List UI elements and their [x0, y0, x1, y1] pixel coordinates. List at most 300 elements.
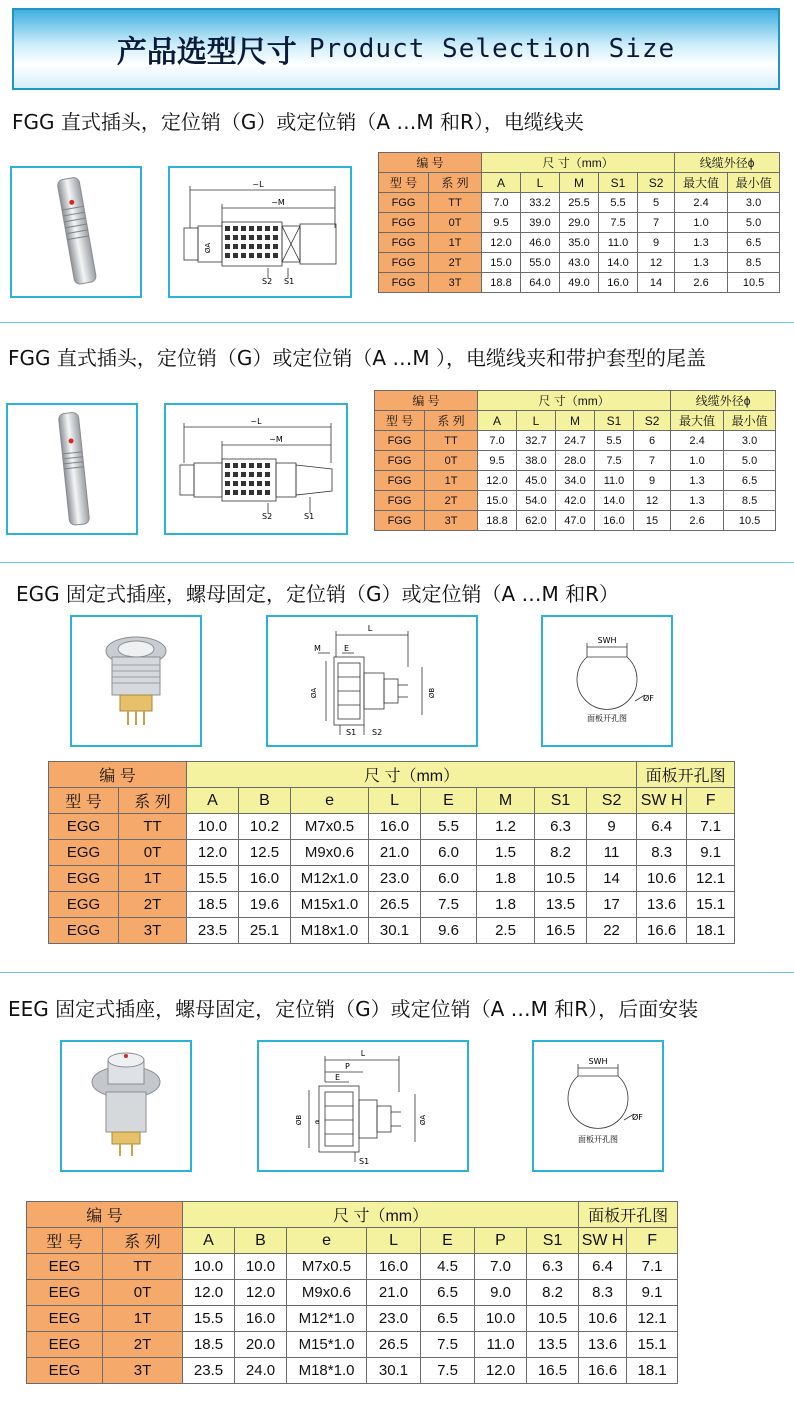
column-header: P: [475, 1228, 527, 1254]
dim-label-S2: S2: [372, 728, 383, 737]
table-cell: 10.5: [728, 273, 780, 293]
dim-label-S1: S1: [346, 728, 357, 737]
table-cell: 12.0: [183, 1280, 235, 1306]
table-cell: 18.8: [482, 273, 521, 293]
technical-drawing-egg: [266, 615, 478, 747]
table-row: [375, 431, 776, 451]
table-cell: 23.0: [367, 1306, 421, 1332]
table-cell: 7.0: [475, 1254, 527, 1280]
cutout-drawing-icon: [543, 617, 671, 745]
section-divider: [0, 972, 794, 973]
table-cell: FGG: [379, 273, 429, 293]
table-row: [379, 273, 780, 293]
table-cell: 10.0: [235, 1254, 287, 1280]
column-header-row: [375, 411, 776, 431]
table-cell: 12.0: [482, 233, 521, 253]
table-cell: 42.0: [556, 491, 595, 511]
table-cell: FGG: [379, 213, 429, 233]
dim-label-A: ØA: [419, 1114, 427, 1126]
table-cell: 1.3: [671, 471, 724, 491]
table-cell: 25.5: [560, 193, 599, 213]
table-row: [379, 253, 780, 273]
column-header: A: [187, 788, 239, 814]
table-cell: 6: [634, 431, 671, 451]
table-cell: 6.5: [728, 233, 780, 253]
column-header: 型 号: [375, 411, 425, 431]
table-cell: 19.6: [239, 892, 291, 918]
table-cell: 5.5: [599, 193, 638, 213]
table-row: [27, 1332, 678, 1358]
table-cell: 17: [587, 892, 637, 918]
table-row: [375, 471, 776, 491]
table-cell: EEG: [27, 1306, 103, 1332]
table-cell: 15.1: [687, 892, 735, 918]
table-cell: M15*1.0: [287, 1332, 367, 1358]
table-cell: 14.0: [595, 491, 634, 511]
table-cell: 4.5: [421, 1254, 475, 1280]
column-header: S1: [599, 173, 638, 193]
dim-label-M: ~M: [269, 435, 283, 444]
table-cell: 8.3: [579, 1280, 627, 1306]
table-row: [27, 1358, 678, 1384]
table-cell: 1T: [119, 866, 187, 892]
group-header-cable-diameter: 线缆外径ϕ: [671, 391, 776, 411]
table-cell: 23.5: [183, 1358, 235, 1384]
table-cell: 16.0: [369, 814, 421, 840]
column-header: B: [235, 1228, 287, 1254]
table-cell: 18.1: [627, 1358, 678, 1384]
table-cell: EEG: [27, 1254, 103, 1280]
product-photo-fgg-clamp: [10, 166, 142, 298]
table-cell: 10.2: [239, 814, 291, 840]
dim-label-B: ØB: [295, 1114, 303, 1126]
table-cell: 14: [587, 866, 637, 892]
table-cell: 9.0: [475, 1280, 527, 1306]
table-cell: 9: [634, 471, 671, 491]
table-cell: 10.6: [579, 1306, 627, 1332]
table-cell: 2.4: [675, 193, 728, 213]
group-header-code: 编 号: [27, 1202, 183, 1228]
spec-table-egg: [48, 761, 735, 944]
table-cell: EGG: [49, 866, 119, 892]
table-cell: M9x0.6: [291, 840, 369, 866]
panel-cutout-eeg: [532, 1040, 664, 1172]
table-cell: 15.0: [478, 491, 517, 511]
table-cell: 1.8: [477, 866, 535, 892]
table-cell: 16.0: [367, 1254, 421, 1280]
table-cell: 64.0: [521, 273, 560, 293]
table-cell: 10.6: [637, 866, 687, 892]
table-cell: 12.1: [687, 866, 735, 892]
table-cell: 3T: [429, 273, 482, 293]
column-header: L: [517, 411, 556, 431]
column-header: 系 列: [429, 173, 482, 193]
table-cell: 1T: [425, 471, 478, 491]
table-cell: 9: [587, 814, 637, 840]
table-cell: 6.5: [724, 471, 776, 491]
table-cell: 43.0: [560, 253, 599, 273]
table-cell: 9: [638, 233, 675, 253]
dim-label-L: L: [360, 1049, 366, 1058]
socket-photo-icon: [62, 1042, 190, 1170]
cutout-caption: 面板开孔图: [578, 1135, 618, 1144]
table-cell: 16.0: [595, 511, 634, 531]
table-cell: 11: [587, 840, 637, 866]
table-cell: FGG: [375, 471, 425, 491]
table-cell: 16.5: [535, 918, 587, 944]
table-cell: 16.0: [235, 1306, 287, 1332]
table-row: [49, 814, 735, 840]
table-cell: M7x0.5: [287, 1254, 367, 1280]
table-cell: 7.5: [595, 451, 634, 471]
table-cell: 54.0: [517, 491, 556, 511]
column-header: 型 号: [27, 1228, 103, 1254]
table-cell: 0T: [429, 213, 482, 233]
table-cell: 1T: [429, 233, 482, 253]
column-header: SW H: [637, 788, 687, 814]
spec-table-eeg: [26, 1201, 678, 1384]
column-header: M: [560, 173, 599, 193]
column-header: SW H: [579, 1228, 627, 1254]
table-cell: 47.0: [556, 511, 595, 531]
table-cell: FGG: [375, 431, 425, 451]
table-cell: 6.5: [421, 1306, 475, 1332]
table-row: [27, 1254, 678, 1280]
table-cell: 16.0: [239, 866, 291, 892]
table-cell: 7.0: [482, 193, 521, 213]
table-cell: 34.0: [556, 471, 595, 491]
table-row: [27, 1306, 678, 1332]
table-cell: 6.3: [527, 1254, 579, 1280]
technical-drawing-fgg-boot: [164, 403, 348, 535]
table-cell: 0T: [103, 1280, 183, 1306]
table-cell: 15.5: [187, 866, 239, 892]
table-cell: 7.5: [599, 213, 638, 233]
group-header-code: 编 号: [49, 762, 187, 788]
table-cell: 1.8: [477, 892, 535, 918]
table-cell: 45.0: [517, 471, 556, 491]
column-header: M: [556, 411, 595, 431]
dim-label-S1: S1: [284, 277, 295, 286]
dim-label-S1: S1: [359, 1157, 370, 1166]
column-header: 型 号: [49, 788, 119, 814]
table-cell: 24.0: [235, 1358, 287, 1384]
table-cell: 21.0: [369, 840, 421, 866]
table-cell: EEG: [27, 1358, 103, 1384]
table-cell: 7.1: [687, 814, 735, 840]
table-cell: 38.0: [517, 451, 556, 471]
dim-label-L: ~L: [252, 180, 264, 189]
table-cell: 24.7: [556, 431, 595, 451]
table-cell: 46.0: [521, 233, 560, 253]
group-header-code: 编 号: [375, 391, 478, 411]
table-cell: 2T: [425, 491, 478, 511]
product-photo-fgg-boot: [6, 403, 138, 535]
table-cell: 15.5: [183, 1306, 235, 1332]
table-cell: 49.0: [560, 273, 599, 293]
table-cell: 30.1: [369, 918, 421, 944]
dim-label-L: ~L: [250, 417, 262, 426]
column-header: 型 号: [379, 173, 429, 193]
fgg-clamp-drawing-icon: [170, 168, 350, 296]
column-header: L: [521, 173, 560, 193]
table-cell: 10.5: [535, 866, 587, 892]
table-row: [27, 1280, 678, 1306]
table-row: [375, 451, 776, 471]
table-cell: 3.0: [724, 431, 776, 451]
group-header-cable-diameter: 线缆外径ϕ: [675, 153, 780, 173]
table-cell: 7.5: [421, 892, 477, 918]
table-cell: 6.0: [421, 866, 477, 892]
table-cell: 32.7: [517, 431, 556, 451]
table-cell: FGG: [379, 193, 429, 213]
panel-cutout-egg: [541, 615, 673, 747]
table-cell: 12.0: [235, 1280, 287, 1306]
title-banner: [12, 8, 780, 90]
eeg-drawing-icon: [259, 1042, 467, 1170]
table-cell: 14: [638, 273, 675, 293]
dim-label-M: M: [314, 644, 321, 653]
column-header: 系 列: [119, 788, 187, 814]
table-cell: 16.0: [599, 273, 638, 293]
table-cell: 1.2: [477, 814, 535, 840]
table-cell: 12.1: [627, 1306, 678, 1332]
table-cell: 16.5: [527, 1358, 579, 1384]
table-cell: 13.5: [535, 892, 587, 918]
table-cell: 6.3: [535, 814, 587, 840]
table-cell: 2.6: [671, 511, 724, 531]
table-row: [49, 918, 735, 944]
table-cell: 9.6: [421, 918, 477, 944]
column-header-row: [27, 1228, 678, 1254]
table-cell: FGG: [379, 233, 429, 253]
table-row: [49, 892, 735, 918]
table-row: [49, 866, 735, 892]
cutout-drawing-icon: [534, 1042, 662, 1170]
table-cell: 5.0: [724, 451, 776, 471]
table-cell: 9.1: [687, 840, 735, 866]
product-photo-egg: [70, 615, 202, 747]
table-cell: 8.3: [637, 840, 687, 866]
table-cell: 11.0: [599, 233, 638, 253]
table-cell: FGG: [375, 451, 425, 471]
table-cell: 8.2: [527, 1280, 579, 1306]
cutout-label-swh: SWH: [588, 1057, 608, 1066]
table-row: [379, 213, 780, 233]
column-header: 系 列: [103, 1228, 183, 1254]
spec-table-fgg-boot: [374, 390, 776, 531]
table-cell: 12: [638, 253, 675, 273]
table-cell: 13.6: [637, 892, 687, 918]
table-cell: M9x0.6: [287, 1280, 367, 1306]
column-header: L: [367, 1228, 421, 1254]
table-cell: 15: [634, 511, 671, 531]
socket-photo-icon: [72, 617, 200, 745]
dim-label-A: ØA: [204, 242, 212, 254]
table-cell: 10.5: [724, 511, 776, 531]
table-cell: 29.0: [560, 213, 599, 233]
table-cell: 3T: [103, 1358, 183, 1384]
table-cell: 15.0: [482, 253, 521, 273]
column-header-row: [49, 788, 735, 814]
table-cell: 12.5: [239, 840, 291, 866]
column-header: S2: [587, 788, 637, 814]
table-cell: 55.0: [521, 253, 560, 273]
table-cell: M18*1.0: [287, 1358, 367, 1384]
column-header: S1: [535, 788, 587, 814]
table-cell: 9.5: [482, 213, 521, 233]
section-divider: [0, 562, 794, 563]
table-cell: 5.5: [595, 431, 634, 451]
table-cell: 6.0: [421, 840, 477, 866]
table-cell: 14.0: [599, 253, 638, 273]
table-cell: EGG: [49, 814, 119, 840]
table-cell: 3T: [425, 511, 478, 531]
table-cell: 7.0: [478, 431, 517, 451]
table-cell: 1.0: [671, 451, 724, 471]
column-header: S1: [595, 411, 634, 431]
table-cell: 5.5: [421, 814, 477, 840]
table-cell: 30.1: [367, 1358, 421, 1384]
table-cell: 1.3: [675, 233, 728, 253]
dim-label-E: E: [344, 644, 350, 653]
table-row: [375, 491, 776, 511]
table-cell: 5.0: [728, 213, 780, 233]
dim-label-M: ~M: [271, 198, 285, 207]
column-header: A: [482, 173, 521, 193]
column-header: M: [477, 788, 535, 814]
column-header: E: [421, 788, 477, 814]
table-cell: 6.4: [637, 814, 687, 840]
dim-label-P: P: [345, 1062, 350, 1071]
section-divider: [0, 322, 794, 323]
table-cell: 26.5: [367, 1332, 421, 1358]
table-cell: 10.5: [527, 1306, 579, 1332]
column-header: F: [627, 1228, 678, 1254]
table-cell: 1T: [103, 1306, 183, 1332]
cutout-label-f: ØF: [632, 1113, 643, 1122]
table-cell: 2.4: [671, 431, 724, 451]
column-header: 最小值: [724, 411, 776, 431]
table-cell: 9.5: [478, 451, 517, 471]
dim-label-L: L: [367, 624, 373, 633]
dim-label-S1: S1: [304, 512, 315, 521]
table-cell: 35.0: [560, 233, 599, 253]
table-cell: EGG: [49, 892, 119, 918]
column-header: S2: [638, 173, 675, 193]
table-cell: M12*1.0: [287, 1306, 367, 1332]
table-cell: 7.1: [627, 1254, 678, 1280]
group-header-code: 编 号: [379, 153, 482, 173]
table-cell: 1.3: [671, 491, 724, 511]
table-cell: 2T: [119, 892, 187, 918]
table-cell: M15x1.0: [291, 892, 369, 918]
table-cell: 23.0: [369, 866, 421, 892]
table-cell: TT: [119, 814, 187, 840]
table-cell: 11.0: [475, 1332, 527, 1358]
table-cell: 3T: [119, 918, 187, 944]
group-header-panel-cutout: 面板开孔图: [637, 762, 735, 788]
column-header: A: [183, 1228, 235, 1254]
dim-label-B: ØB: [428, 687, 436, 699]
banner-title-cn: 产品选型尺寸: [116, 35, 297, 70]
table-cell: 8.5: [728, 253, 780, 273]
table-cell: EEG: [27, 1332, 103, 1358]
group-header-dimensions: 尺 寸（mm）: [478, 391, 671, 411]
table-cell: 18.5: [187, 892, 239, 918]
table-cell: 12.0: [187, 840, 239, 866]
table-cell: 11.0: [595, 471, 634, 491]
cutout-caption: 面板开孔图: [587, 714, 627, 723]
table-cell: 8.2: [535, 840, 587, 866]
dim-label-A: ØA: [310, 687, 318, 699]
table-cell: 10.0: [183, 1254, 235, 1280]
table-cell: 26.5: [369, 892, 421, 918]
column-header: S1: [527, 1228, 579, 1254]
table-cell: 16.6: [579, 1358, 627, 1384]
dim-label-e: e: [315, 1118, 320, 1126]
table-cell: 25.1: [239, 918, 291, 944]
column-header: F: [687, 788, 735, 814]
column-header: S2: [634, 411, 671, 431]
column-header: e: [287, 1228, 367, 1254]
table-cell: 20.0: [235, 1332, 287, 1358]
table-cell: TT: [429, 193, 482, 213]
table-cell: 28.0: [556, 451, 595, 471]
column-header: E: [421, 1228, 475, 1254]
table-cell: 0T: [119, 840, 187, 866]
table-cell: 9.1: [627, 1280, 678, 1306]
column-header: 最大值: [671, 411, 724, 431]
table-cell: 1.0: [675, 213, 728, 233]
table-cell: M7x0.5: [291, 814, 369, 840]
table-cell: EGG: [49, 918, 119, 944]
table-cell: 6.5: [421, 1280, 475, 1306]
table-cell: EGG: [49, 840, 119, 866]
column-header-row: [379, 173, 780, 193]
table-cell: 23.5: [187, 918, 239, 944]
column-header: 最大值: [675, 173, 728, 193]
column-header: e: [291, 788, 369, 814]
table-cell: 8.5: [724, 491, 776, 511]
table-cell: 13.6: [579, 1332, 627, 1358]
table-row: [379, 193, 780, 213]
table-cell: EEG: [27, 1280, 103, 1306]
section-heading-egg: EGG 固定式插座，螺母固定，定位销（G）或定位销（A …M 和R）: [16, 582, 620, 606]
table-cell: 3.0: [728, 193, 780, 213]
table-cell: 12: [634, 491, 671, 511]
product-photo-eeg: [60, 1040, 192, 1172]
table-cell: 33.2: [521, 193, 560, 213]
table-cell: 5: [638, 193, 675, 213]
table-cell: 7.5: [421, 1358, 475, 1384]
table-cell: 7.5: [421, 1332, 475, 1358]
table-cell: 18.1: [687, 918, 735, 944]
column-header: A: [478, 411, 517, 431]
table-row: [49, 840, 735, 866]
table-cell: 12.0: [475, 1358, 527, 1384]
table-cell: 39.0: [521, 213, 560, 233]
table-cell: FGG: [375, 511, 425, 531]
table-cell: 0T: [425, 451, 478, 471]
table-cell: 7: [634, 451, 671, 471]
group-header-dimensions: 尺 寸（mm）: [187, 762, 637, 788]
table-cell: 1.5: [477, 840, 535, 866]
table-cell: 2T: [103, 1332, 183, 1358]
table-cell: 7: [638, 213, 675, 233]
cutout-label-f: ØF: [643, 694, 654, 703]
group-header-dimensions: 尺 寸（mm）: [183, 1202, 579, 1228]
